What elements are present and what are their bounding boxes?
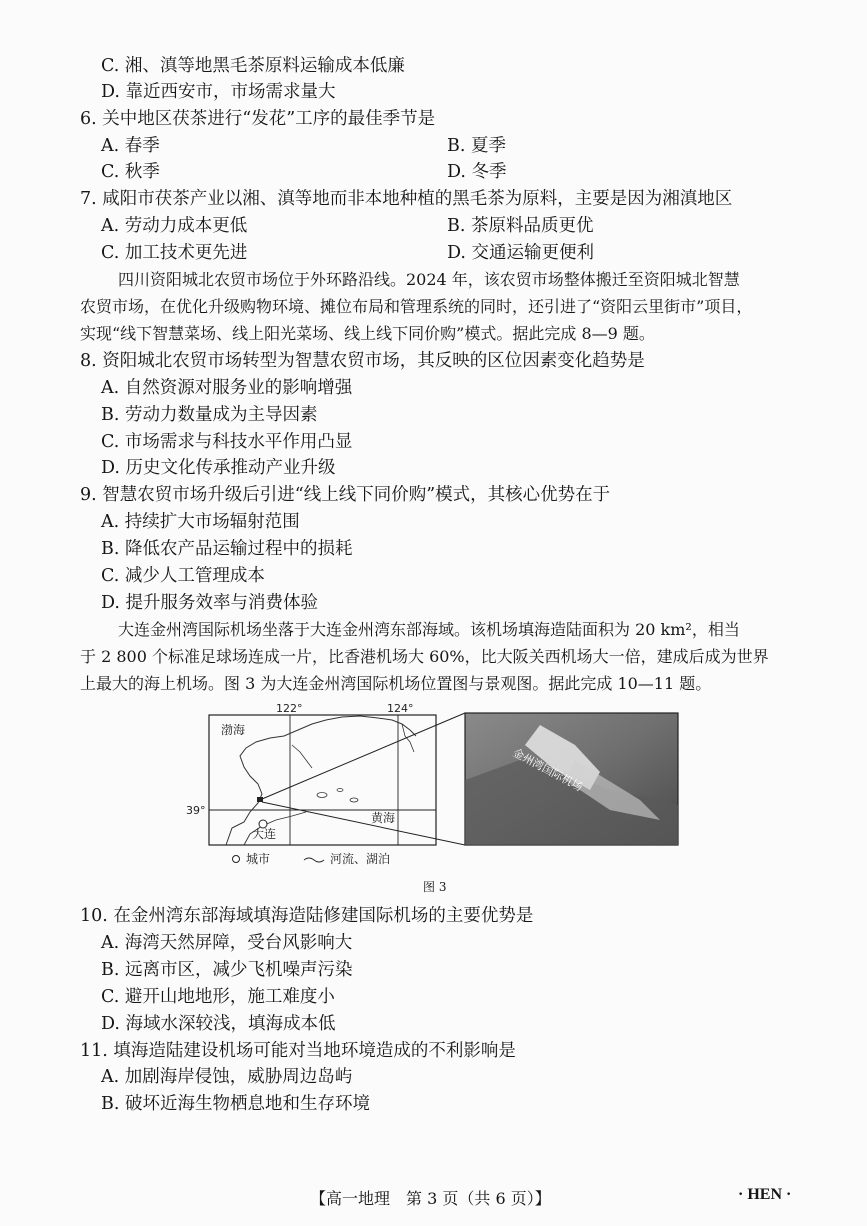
q6-option-d: D. 冬季 — [447, 162, 507, 182]
exam-code: · HEN · — [738, 1186, 792, 1203]
q6-option-c: C. 秋季 — [101, 162, 160, 182]
legend-city-label: 城市 — [246, 852, 271, 866]
zoom-line — [262, 802, 465, 845]
island — [317, 793, 327, 798]
legend-river-symbol — [304, 858, 324, 862]
q9-option-d: D. 提升服务效率与消费体验 — [101, 593, 319, 613]
figure-caption: 图 3 — [423, 880, 447, 894]
q10-option-a: A. 海湾天然屏障，受台风影响大 — [101, 933, 353, 953]
label-huanghai: 黄海 — [371, 811, 396, 825]
q10-option-b: B. 远离市区，减少飞机噪声污染 — [101, 960, 353, 980]
q9-option-b: B. 降低农产品运输过程中的损耗 — [101, 539, 353, 559]
q10-option-c: C. 避开山地地形，施工难度小 — [101, 987, 335, 1007]
q7-option-c: C. 加工技术更先进 — [101, 243, 248, 263]
q8-option-a: A. 自然资源对服务业的影响增强 — [101, 378, 353, 398]
passage3-line3: 上最大的海上机场。图 3 为大连金州湾国际机场位置图与景观图。据此完成 10—11 题。 — [80, 674, 712, 693]
river — [292, 745, 312, 768]
q11-stem: 11. 填海造陆建设机场可能对当地环境造成的不利影响是 — [80, 1041, 516, 1061]
legend-river-label: 河流、湖泊 — [330, 852, 391, 866]
q11-option-b: B. 破坏近海生物栖息地和生存环境 — [101, 1094, 370, 1114]
q10-option-d: D. 海域水深较浅，填海成本低 — [101, 1014, 336, 1034]
label-dalian: 大连 — [252, 827, 277, 841]
zoom-line — [262, 713, 465, 799]
label-bohai: 渤海 — [221, 723, 246, 737]
q7-option-a: A. 劳动力成本更低 — [101, 216, 248, 236]
passage2-line3: 实现“线下智慧菜场、线上阳光菜场、线上线下同价购”模式。据此完成 8—9 题。 — [80, 324, 655, 343]
q9-stem: 9. 智慧农贸市场升级后引进“线上线下同价购”模式，其核心优势在于 — [80, 485, 611, 505]
q6-stem: 6. 关中地区茯茶进行“发花”工序的最佳季节是 — [80, 109, 436, 129]
q8-option-c: C. 市场需求与科技水平作用凸显 — [101, 432, 353, 452]
q8-option-d: D. 历史文化传承推动产业升级 — [101, 458, 336, 478]
page-footer: 【高一地理 第 3 页（共 6 页）】 — [310, 1189, 551, 1208]
island — [350, 798, 358, 802]
label-124: 124° — [387, 702, 414, 715]
label-122: 122° — [276, 702, 303, 715]
island — [337, 789, 343, 792]
passage2-line2: 农贸市场，在优化升级购物环境、摊位布局和管理系统的同时，还引进了“资阳云里街市”项目， — [80, 297, 753, 316]
q6-option-b: B. 夏季 — [447, 136, 506, 156]
q10-stem: 10. 在金州湾东部海域填海造陆修建国际机场的主要优势是 — [80, 906, 534, 926]
q9-option-c: C. 减少人工管理成本 — [101, 566, 265, 586]
q5-option-d: D. 靠近西安市，市场需求量大 — [101, 82, 336, 102]
passage2-line1: 四川资阳城北农贸市场位于外环路沿线。2024 年，该农贸市场整体搬迁至资阳城北智慧 — [118, 270, 740, 289]
legend-city-symbol — [233, 856, 240, 863]
label-39: 39° — [186, 804, 206, 817]
q8-option-b: B. 劳动力数量成为主导因素 — [101, 405, 318, 425]
photo-label-airport: 金州湾国际机场 — [510, 746, 585, 794]
q9-option-a: A. 持续扩大市场辐射范围 — [101, 512, 300, 532]
q6-option-a: A. 春季 — [101, 136, 160, 156]
passage3-line2: 于 2 800 个标准足球场连成一片，比香港机场大 60%，比大阪关西机场大一倍，建成后成为世界 — [80, 647, 769, 666]
q5-option-c: C. 湘、滇等地黑毛茶原料运输成本低廉 — [101, 56, 405, 76]
q8-stem: 8. 资阳城北农贸市场转型为智慧农贸市场，其反映的区位因素变化趋势是 — [80, 351, 645, 371]
q7-stem: 7. 咸阳市茯茶产业以湘、滇等地而非本地种植的黑毛茶为原料，主要是因为湘滇地区 — [80, 189, 733, 209]
q7-option-d: D. 交通运输更便利 — [447, 243, 595, 263]
passage3-line1: 大连金州湾国际机场坐落于大连金州湾东部海域。该机场填海造陆面积为 20 km²，相当 — [118, 620, 740, 639]
q7-option-b: B. 茶原料品质更优 — [447, 216, 594, 236]
airport-site-marker — [257, 797, 263, 802]
coastline — [226, 716, 416, 845]
q11-option-a: A. 加剧海岸侵蚀，威胁周边岛屿 — [101, 1067, 353, 1087]
